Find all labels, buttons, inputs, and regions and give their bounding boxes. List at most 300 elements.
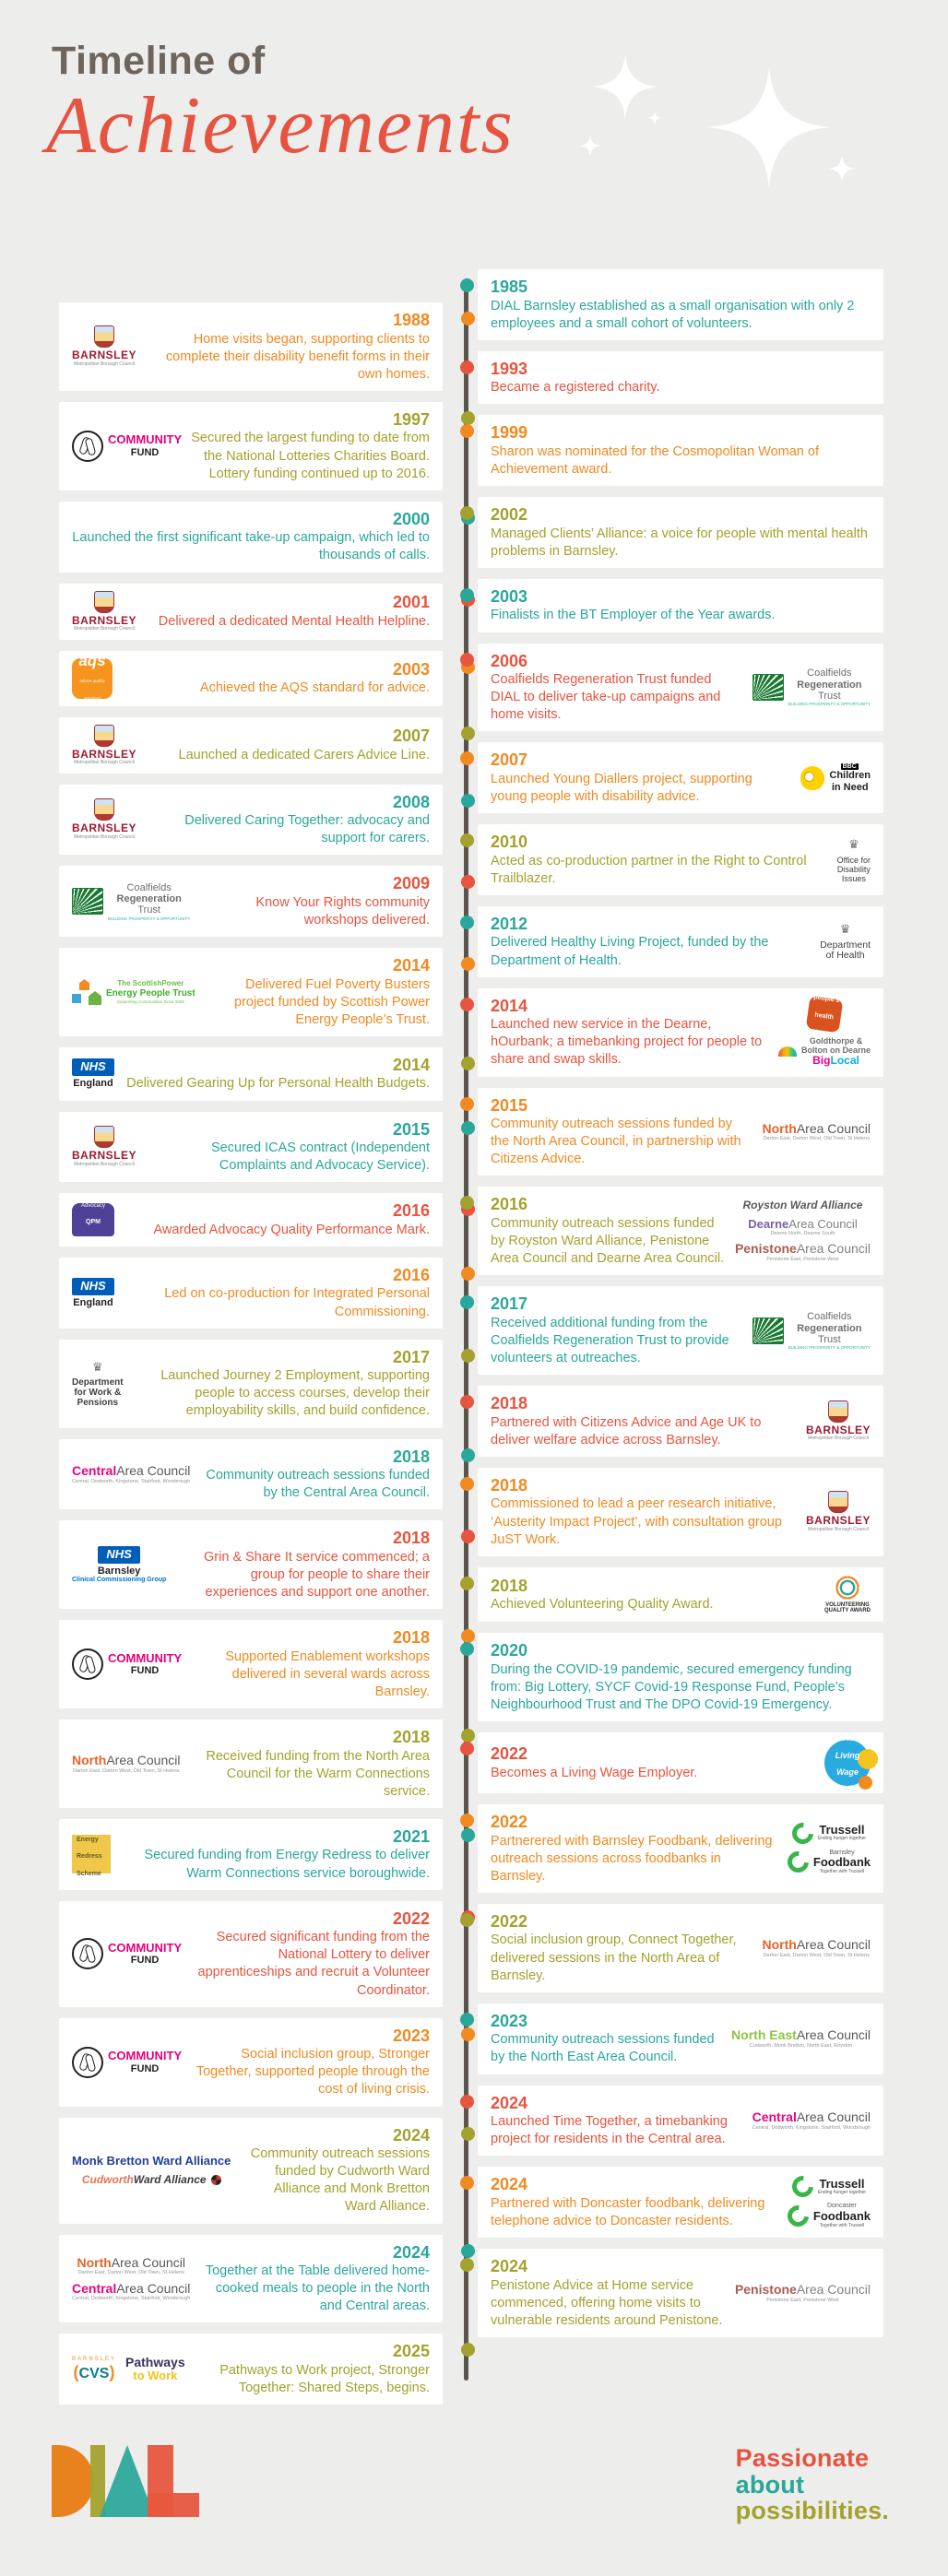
timeline [0,269,948,2405]
entry-text: Launched the first significant take-up campaign, which led to thousands of calls. [72,530,430,563]
logo-barnsley [72,725,136,766]
logo-text-seg: NHS [106,1546,132,1561]
card-content [133,1347,430,1421]
card-logos [731,2028,871,2049]
entry-year: 1999 [491,423,528,443]
logo-community_fund [72,2047,182,2078]
logo-text-seg: Trust [817,691,841,703]
timeline-card-2015 [59,1112,443,1183]
timeline-card-2024 [478,2249,883,2337]
trussell-icon [788,1818,817,1848]
entry-year: 2025 [392,2342,430,2361]
card-content [191,409,430,483]
logo-text-seg: Goldthorpe & [809,1035,863,1046]
logo-text [108,882,190,921]
logo-barnsley [72,591,136,632]
logo-text-seg: Trust [137,904,160,916]
timeline-dot [460,588,474,602]
timeline-card-2010 [478,824,883,895]
logo-text-seg: Together with Trussell [819,2222,865,2228]
logo-text-seg: Issues [841,873,866,883]
entry-year: 2000 [392,509,430,528]
logo-text [106,980,196,1003]
logo-text-seg: Darton East, Darton West, Old Town, St Helens [77,2270,184,2276]
logo-text [82,2174,207,2186]
logo-text [748,1218,858,1237]
timeline-card-2024 [59,2235,443,2323]
dial-letter-a [100,2445,155,2517]
logo-text-seg: ♛ [839,922,851,937]
logo-text-seg: Penistone [734,1241,797,1257]
entry-year: 2018 [392,1529,430,1548]
logo-text-seg: people's [812,994,840,1005]
logo-text-seg: BARNSLEY [72,613,137,627]
card-content [491,1911,753,1985]
logo-text-seg: for Work & [74,1388,122,1399]
barnsley-icon [94,798,114,821]
coalfields-icon [752,1318,784,1344]
logo-text-seg: We are a [837,1737,858,1743]
timeline-dot [461,312,475,325]
entry-year: 2024 [491,2175,528,2194]
timeline-card-2016 [59,1193,443,1247]
card-content [205,955,430,1029]
logo-nhs_england [72,1058,114,1089]
card-logos [72,2155,231,2186]
timeline-card-2016 [478,1187,883,1275]
logo-cvs [72,2357,116,2382]
logo-text-seg: Department [820,939,871,951]
logo-coalfields [752,1311,871,1350]
entry-text: Delivered a dedicated Mental Health Helpline. [158,613,430,629]
card-logos [806,1491,871,1532]
logo-text [125,2356,185,2383]
header [0,0,948,269]
entry-text: DIAL Barnsley established as a small organisation with only 2 employees and a small cohort of volunteers. [491,298,855,331]
entry-text: Community outreach sessions funded by the North East Area Council. [491,2032,715,2065]
logo-text [72,2357,116,2382]
timeline-card-2022 [478,1732,883,1793]
logo-energy_redress [72,1835,111,1877]
logo-text-seg: COMMUNITY [108,1650,183,1665]
logo-text-seg: ♛ [847,837,859,852]
timeline-dot [461,794,475,808]
entry-text: Delivered Healthy Living Project, funded by the Department of Health. [491,935,769,968]
timeline-card-2018 [478,1386,883,1457]
barnsley-icon [94,1126,114,1148]
timeline-card-2008 [59,785,443,856]
card-content [491,1743,815,1782]
timeline-dot [460,2258,474,2272]
card-content [491,2093,743,2149]
logo-text-seg: Department [72,1377,124,1388]
pudsey-icon [800,766,824,790]
card-logos [800,763,871,793]
logo-text-seg: North [77,2254,112,2270]
logo-text [108,1942,182,1967]
timeline-dot [461,1629,475,1643]
card-logos [788,1823,871,1875]
logo-text [72,1464,190,1484]
logo-text-seg: Cudworth, Monk Bretton, North East, Royston [749,2042,853,2049]
barnsley-icon [94,725,114,747]
nhs_england-icon [72,1278,114,1295]
card-content [491,1640,871,1714]
logo-coalfields [752,668,871,706]
logo-text-seg: CVS [78,2365,110,2381]
timeline-dot [461,1729,475,1743]
logo-text-seg: Cudworth [81,2172,134,2186]
logo-text-seg: Employer [837,1788,858,1794]
livingwage-icon [824,1737,871,1794]
entry-text: Penistone Advice at Home service commenced, offering home visits to vulnerable residents around Penistone. [491,2277,723,2328]
logo-text [837,856,871,883]
logo-text-seg: Metropolitan Borough Council [74,625,135,632]
page-title: Timeline of [52,39,266,83]
logo-text-seg: BARNSLEY [72,747,137,761]
timeline-dot [461,411,475,425]
logo-text [820,940,871,963]
logo-text [801,1036,871,1068]
card-content [491,1812,778,1885]
sparkle-icon [647,111,662,125]
timeline-card-2006 [478,644,883,732]
entry-text: Partnered with Citizens Advice and Age UK to deliver welfare advice across Barnsley. [491,1414,762,1448]
timeline-card-1993 [478,351,883,405]
timeline-card-2001 [59,584,443,640]
logo-text-seg: Coalfields [807,1311,852,1323]
timeline-card-2018 [478,1468,883,1556]
logo-central_ac [72,1464,190,1484]
logo-text-seg: FUND [130,1955,160,1967]
logo-text-seg: AWARD [82,1236,104,1243]
logo-text-seg: Metropolitan Borough Council [74,360,135,367]
entry-text: Secured the largest funding to date from the National Lotteries Charities Board. Lottery funding continued up to 2016. [191,431,430,481]
logo-text-seg: Metropolitan Borough Council [808,1526,869,1532]
logo-text-seg: England [73,1078,113,1090]
timeline-dot [460,424,474,438]
card-logos [763,1938,871,1958]
logo-text-seg: Foodbank [812,1855,871,1870]
logo-nhs_ccg [72,1546,166,1584]
card-logos [824,1575,871,1614]
logo-text [108,1652,182,1677]
card-content [191,2026,430,2099]
timeline-dot [461,1121,475,1135]
logo-text-seg: Area Council [796,2282,871,2298]
entry-year: 2022 [491,1911,528,1931]
timeline-card-2018 [478,1567,883,1622]
entry-year: 2003 [392,659,430,679]
logo-text-seg: Area Council [788,1216,858,1231]
logo-text-seg: Doncaster [826,2203,857,2210]
logo-barnsley [806,1491,871,1532]
card-logos [820,921,871,962]
logo-doncaster_fb [788,2203,871,2228]
nhs_england-icon [72,1058,114,1076]
logo-text-seg: Local [830,1053,859,1067]
logo-text-seg: QPM [86,1218,101,1225]
timeline-dot [460,998,474,1011]
timeline-dot [461,2027,475,2041]
logo-text-seg: Coalfields [126,881,172,893]
logo-trussell [792,2176,866,2197]
logo-text [806,1515,871,1532]
logo-text [72,1377,124,1409]
logo-barnsley [806,1400,871,1442]
logo-text-seg: Foodbank [812,2209,871,2224]
logo-text-seg: NHS [80,1278,106,1293]
logo-text-seg: to Work [133,2369,178,2383]
card-content [491,2174,778,2230]
barnsley-icon [94,591,114,613]
card-content [199,2242,430,2316]
timeline-dot [460,1814,474,1827]
logo-text-seg: Area Council [796,2109,871,2125]
odi-icon [848,836,859,853]
entry-year: 1993 [491,359,528,378]
entry-text: Achieved the AQS standard for advice. [199,680,430,696]
logo-text-seg: Advocacy [80,1202,105,1209]
community_fund-icon [72,1938,103,1969]
logo-text-seg: Pensions [77,1398,119,1409]
timeline-card-2003 [59,651,443,706]
timeline-card-1997 [59,402,443,490]
entry-text: Together at the Table delivered home-cooked meals to people in the North and Central areas. [205,2263,430,2314]
timeline-card-2018 [59,1439,443,1510]
entry-year: 1997 [392,409,430,429]
logo-text-seg: Redress [77,1853,102,1861]
entry-text: Secured ICAS contract (Independent Complaints and Advocacy Service). [211,1140,430,1174]
logo-vqa [824,1575,871,1614]
timeline-card-2003 [478,579,883,632]
timeline-card-1988 [59,302,443,391]
community_fund-icon [72,431,103,462]
logo-text-seg: Metropolitan Borough Council [74,833,135,840]
logo-text-seg: ) [109,2362,115,2381]
timeline-dot [461,1828,475,1842]
logo-text-seg: Scheme [77,1870,101,1877]
logo-text-seg: FUND [130,2062,160,2074]
logo-text-seg: Central, Dodworth, Kingstone, Stairfoot, Worsbrough [72,1478,191,1484]
timeline-card-2024 [478,2086,883,2157]
logo-text-seg: of Health [825,950,865,962]
timeline-card-2018 [59,1520,443,1609]
card-content [491,1095,753,1169]
timeline-dot [460,1477,474,1491]
logo-barnsley [72,325,136,367]
entry-year: 2018 [392,1447,430,1466]
timeline-dot [460,1577,474,1590]
card-content [189,1727,430,1801]
logo-text-seg: Disability [836,864,871,874]
logo-text-seg: Central [72,2280,117,2296]
logo-text [72,615,136,632]
logo-text-seg: Regeneration [116,893,182,905]
timeline-card-2023 [478,2003,883,2074]
card-content [491,504,871,561]
logo-text-seg: Metropolitan Borough Council [74,759,135,765]
entry-text: Secured funding from Energy Redress to deliver Warm Connections service boroughwide. [144,1848,430,1881]
logo-text-seg: Living [835,1750,860,1760]
card-logos [824,1737,871,1794]
card-logos [735,2283,871,2303]
logo-text-seg: BUILDING PROSPERITY & OPPORTUNITY [788,702,871,707]
entry-text: Led on co-production for Integrated Personal Commissioning. [164,1286,430,1319]
barnsley_fb-icon [783,1847,812,1876]
logo-text [742,1199,862,1211]
entry-year: 2023 [491,2011,528,2030]
logo-text-seg: Clinical Commissioning Group [72,1576,167,1583]
logo-text-seg: Area Council [796,1241,871,1257]
timeline-column-left [59,302,443,2405]
logo-text-seg: Penistone East, Penistone West [766,1257,839,1263]
logo-text [763,1122,871,1142]
timeline-dot [460,916,474,929]
logo-text-seg: trust [814,1028,829,1037]
timeline-dot [461,1267,475,1281]
logo-text-seg: FUND [130,1665,160,1677]
card-logos [788,2176,871,2228]
entry-year: 2007 [491,750,528,770]
card-content [491,2011,722,2067]
entry-year: 2022 [491,1813,528,1832]
entry-year: 2024 [392,2125,430,2145]
doncaster_fb-icon [783,2201,812,2230]
card-content [491,277,871,333]
entry-year: 2015 [392,1119,430,1139]
logo-text-seg: health [813,1011,835,1021]
entry-year: 1985 [491,278,528,296]
qpm-icon [72,1202,114,1243]
timeline-dot [460,360,474,374]
entry-text: Secured significant funding from the National Lottery to deliver apprenticeships and recruit a Volunteer Coordinator. [197,1930,430,1998]
card-logos [72,1754,180,1774]
card-content [146,592,430,631]
logo-text-seg: Supporting Communities Since 2005 [116,998,184,1004]
card-logos [763,1122,871,1142]
biglocal-icon [778,1046,797,1057]
logo-text [818,2178,866,2196]
card-logos [72,1546,166,1584]
logo-text [752,2110,871,2131]
logo-penistone_ac [735,1242,871,1262]
logo-royston [742,1199,862,1211]
logo-text-seg: North [762,1120,797,1136]
card-content [199,873,430,929]
logo-nhs_england [72,1278,114,1308]
timeline-card-2007 [478,742,883,813]
logo-text [735,1242,871,1262]
logo-text-seg: BARNSLEY [805,1514,871,1528]
entry-text: Delivered Fuel Poverty Busters project funded by Scottish Power Energy People’s Trust. [234,976,430,1027]
timeline-card-1999 [478,415,883,486]
logo-penistone_ac [735,2283,871,2303]
timeline-dot [460,278,474,292]
timeline-card-2012 [478,906,883,977]
card-content [124,1265,430,1321]
logo-text [72,2155,231,2168]
entry-year: 2018 [491,1475,528,1495]
logo-text-seg: Area Council [796,1936,871,1952]
card-content [191,1627,430,1701]
card-logos [72,882,190,921]
timeline-dot [460,1913,474,1927]
logo-text-seg: NHS [80,1059,106,1074]
entry-year: 2001 [392,593,430,612]
logo-text-seg: COMMUNITY [108,432,183,447]
logo-barnsley_fb [788,1849,871,1875]
card-content [124,1200,430,1239]
entry-text: Launched Time Together, a timebanking project for residents in the Central area. [491,2114,728,2147]
card-content [491,2256,726,2330]
logo-text-seg: advice quality standard [79,679,105,701]
timeline-card-2022 [478,1804,883,1893]
entry-text: Managed Clients’ Alliance: a voice for people with mental health problems in Barnsley. [491,526,868,559]
entry-text: Launched Journey 2 Employment, supporting people to access courses, develop their employability skills, and build confidence. [160,1368,430,1419]
card-logos [72,1648,182,1680]
logo-text-seg: Penistone East, Penistone West [766,2297,839,2303]
card-logos [72,651,113,701]
logo-barnsley [72,798,136,840]
timeline-card-2014 [478,988,883,1077]
entry-text: Received additional funding from the Coalfields Regeneration Trust to provide volunteers at outreaches. [491,1315,729,1365]
logo-text-seg: Central [72,1463,117,1479]
page-title-script: Achievements [46,81,515,171]
card-content [195,2341,430,2397]
card-content [491,996,769,1069]
community_fund-icon [72,1648,103,1680]
entry-year: 2014 [392,1055,430,1074]
logo-text-seg: North [72,1753,107,1768]
card-logos [72,2047,182,2078]
logo-qpm [72,1202,114,1243]
entry-text: Sharon was nominated for the Cosmopolitan Woman of Achievement award. [491,443,819,477]
entry-text: Becomes a Living Wage Employer. [491,1765,698,1780]
logo-text [829,763,871,793]
entry-text: Social inclusion group, Connect Together, delivered sessions in the North Area of Barnsley. [491,1932,737,1983]
logo-text-seg: Area Council [116,2280,191,2296]
card-logos [806,1400,871,1442]
logo-scottishpower [72,979,196,1005]
logo-text-seg: QUALITY AWARD [824,1608,871,1614]
entry-year: 2014 [491,996,528,1015]
aqs-icon [72,651,113,701]
logo-text-seg: Central, Dodworth, Kingstone, Stairfoot, Worsbrough [72,2296,191,2302]
logo-text-seg: North [762,1936,797,1952]
entry-text: Received funding from the North Area Council for the Warm Connections service. [206,1748,430,1799]
card-content [146,726,430,764]
card-content [72,509,430,565]
logo-text-seg: Darton East, Darton West, Old Town, St Helens [763,1952,870,1958]
dial-letter-d [52,2445,94,2517]
logo-text [788,1311,871,1350]
entry-text: Partnered with Doncaster foodbank, delivering telephone advice to Doncaster residents. [491,2195,765,2228]
entry-year: 1988 [392,311,430,329]
timeline-dot [461,1530,475,1543]
entry-year: 2023 [392,2026,430,2045]
card-content [146,792,430,848]
logo-text-seg: England [73,1296,113,1308]
card-content [491,1393,797,1449]
entry-year: 2009 [392,874,430,893]
logo-text-seg: Metropolitan Borough Council [808,1436,869,1442]
entry-text: Delivered Caring Together: advocacy and support for carers. [184,813,430,846]
card-logos [72,431,182,462]
tagline-line-1: Passionate [735,2444,870,2473]
card-logos [72,1938,182,1969]
logo-ne_ac [731,2028,871,2049]
